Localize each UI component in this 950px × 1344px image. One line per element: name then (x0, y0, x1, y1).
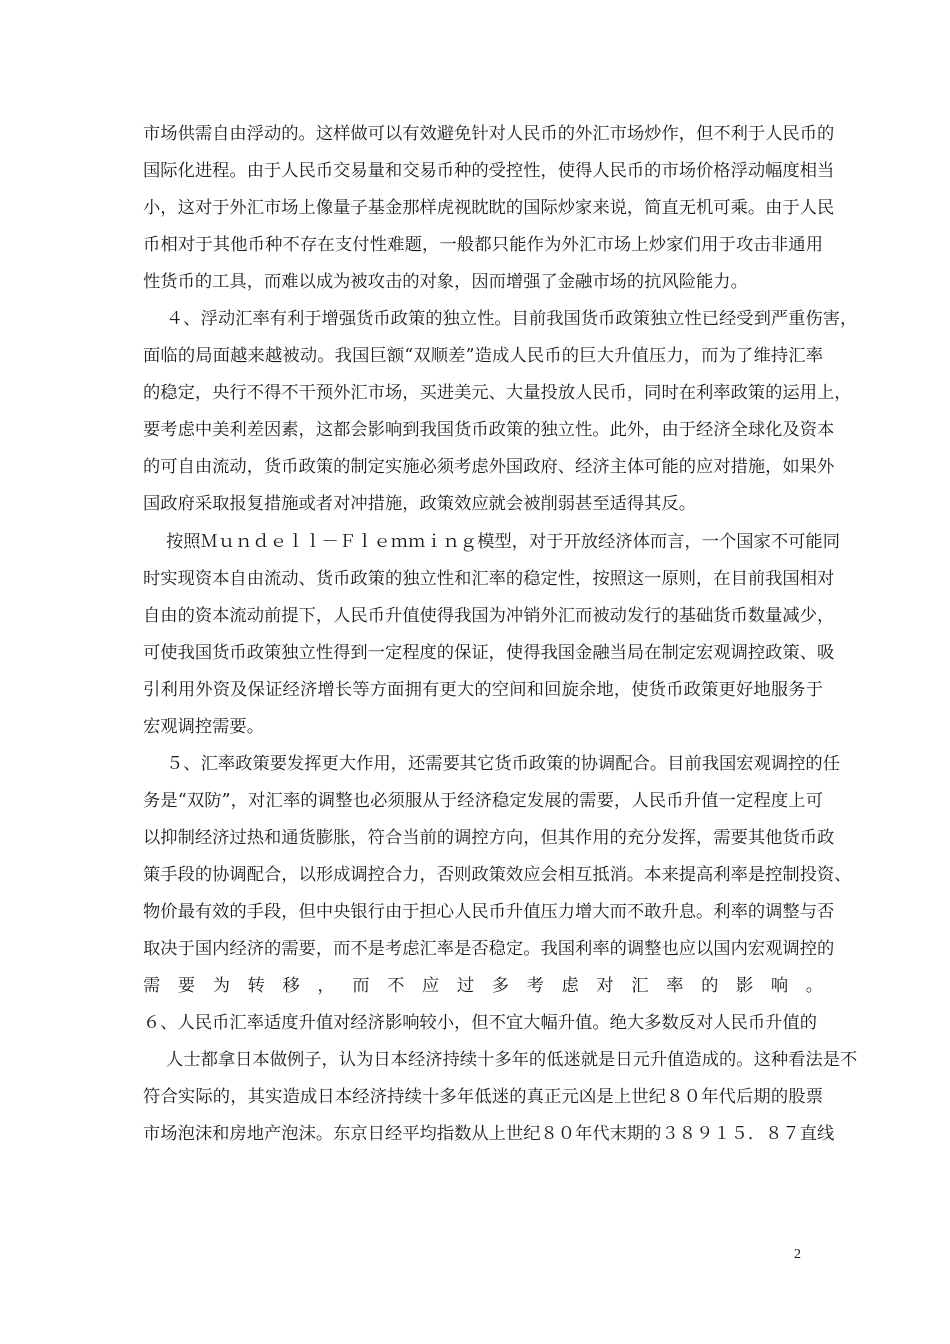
text-line: 时实现资本自由流动、货币政策的独立性和汇率的稳定性，按照这一原则，在目前我国相对 (143, 569, 835, 589)
text-line: 市场供需自由浮动的。这样做可以有效避免针对人民币的外汇市场炒作，但不利于人民币的 (143, 124, 835, 144)
text-line: 引利用外资及保证经济增长等方面拥有更大的空间和回旋余地，使货币政策更好地服务于 (143, 680, 823, 700)
text-line: 性货币的工具，而难以成为被攻击的对象，因而增强了金融市场的抗风险能力。 (143, 272, 748, 292)
text-line: 自由的资本流动前提下，人民币升值使得我国为冲销外汇而被动发行的基础货币数量减少， (143, 606, 835, 626)
text-line: 要考虑中美利差因素，这都会影响到我国货币政策的独立性。此外，由于经济全球化及资本 (143, 420, 835, 440)
paragraph-start-line: ５、汇率政策要发挥更大作用，还需要其它货币政策的协调配合。目前我国宏观调控的任 (166, 754, 840, 774)
text-line: 小，这对于外汇市场上像量子基金那样虎视眈眈的国际炒家来说，简直无机可乘。由于人民 (143, 198, 835, 218)
text-line: 的可自由流动，货币政策的制定实施必须考虑外国政府、经济主体可能的应对措施，如果外 (143, 457, 835, 477)
text-line: 务是“双防”，对汇率的调整也必须服从于经济稳定发展的需要，人民币升值一定程度上可 (143, 791, 823, 811)
text-line: 需要为转移，而不应过多考虑对汇率的影响。 (143, 976, 823, 996)
text-line: 市场泡沫和房地产泡沫。东京日经平均指数从上世纪８０年代末期的３８９１５．８７直线 (143, 1124, 835, 1144)
text-line: ６、人民币汇率适度升值对经济影响较小，但不宜大幅升值。绝大多数反对人民币升值的 (143, 1013, 817, 1033)
text-line: 面临的局面越来越被动。我国巨额“双顺差”造成人民币的巨大升值压力，而为了维持汇率 (143, 346, 823, 366)
paragraph-start-line: 人士都拿日本做例子，认为日本经济持续十多年的低迷就是日元升值造成的。这种看法是不 (166, 1050, 858, 1070)
text-line: 国政府采取报复措施或者对冲措施，政策效应就会被削弱甚至适得其反。 (143, 494, 697, 514)
text-line: 可使我国货币政策独立性得到一定程度的保证，使得我国金融当局在制定宏观调控政策、吸 (143, 643, 835, 663)
page-number: 2 (794, 1247, 801, 1262)
paragraph-start-line: 按照Ｍｕｎｄｅｌｌ－Ｆｌｅｍｍｉｎｇ模型，对于开放经济体而言，一个国家不可能同 (166, 532, 840, 552)
text-line: 币相对于其他币种不存在支付性难题，一般都只能作为外汇市场上炒家们用于攻击非通用 (143, 235, 823, 255)
paragraph-start-line: ４、浮动汇率有利于增强货币政策的独立性。目前我国货币政策独立性已经受到严重伤害， (166, 309, 858, 329)
text-line: 以抑制经济过热和通货膨胀，符合当前的调控方向，但其作用的充分发挥，需要其他货币政 (143, 828, 835, 848)
text-line: 符合实际的，其实造成日本经济持续十多年低迷的真正元凶是上世纪８０年代后期的股票 (143, 1087, 823, 1107)
text-line: 国际化进程。由于人民币交易量和交易币种的受控性，使得人民币的市场价格浮动幅度相当 (143, 161, 835, 181)
text-line: 物价最有效的手段，但中央银行由于担心人民币升值压力增大而不敢升息。利率的调整与否 (143, 902, 835, 922)
text-line: 策手段的协调配合，以形成调控合力，否则政策效应会相互抵消。本来提高利率是控制投资、 (143, 865, 852, 885)
text-line: 宏观调控需要。 (143, 717, 264, 737)
text-line: 取决于国内经济的需要，而不是考虑汇率是否稳定。我国利率的调整也应以国内宏观调控的 (143, 939, 835, 959)
text-line: 的稳定，央行不得不干预外汇市场，买进美元、大量投放人民币，同时在利率政策的运用上， (143, 383, 852, 403)
